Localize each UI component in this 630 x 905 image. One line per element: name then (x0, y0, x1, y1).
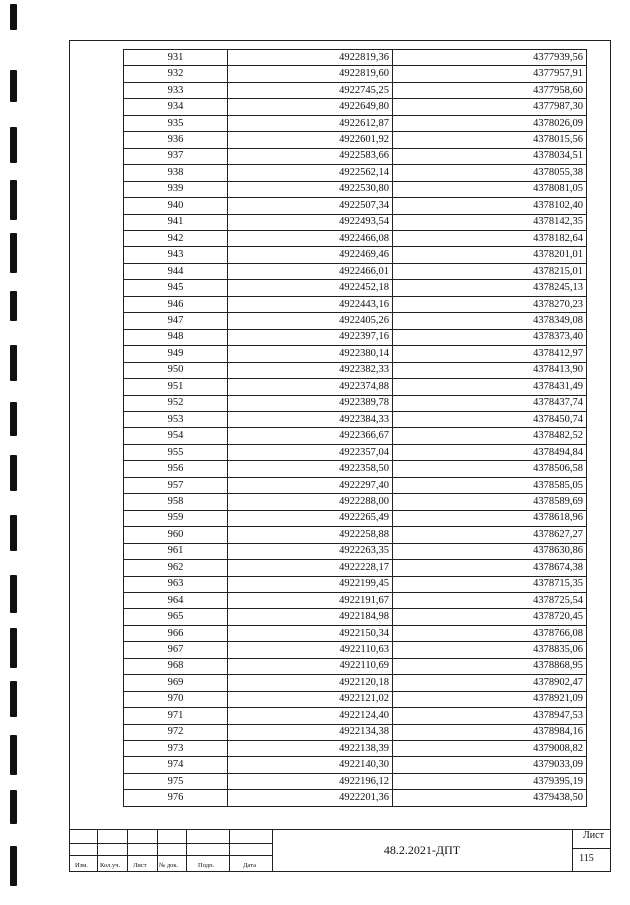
y-coordinate-cell: 4378947,53 (393, 708, 587, 724)
point-number-cell: 933 (124, 82, 228, 98)
x-coordinate-cell: 4922649,80 (228, 99, 393, 115)
point-number-cell: 958 (124, 494, 228, 510)
stamp-label-doc-no: № док. (159, 862, 179, 869)
x-coordinate-cell: 4922507,34 (228, 198, 393, 214)
x-coordinate-cell: 4922612,87 (228, 115, 393, 131)
y-coordinate-cell: 4378589,69 (393, 494, 587, 510)
point-number-cell: 965 (124, 609, 228, 625)
x-coordinate-cell: 4922601,92 (228, 132, 393, 148)
point-number-cell: 932 (124, 66, 228, 82)
binding-mark (10, 291, 17, 321)
table-row (124, 263, 587, 279)
table-row (124, 214, 587, 230)
y-coordinate-cell: 4378984,16 (393, 724, 587, 740)
table-row (124, 773, 587, 789)
y-coordinate-cell: 4378055,38 (393, 165, 587, 181)
table-row (124, 82, 587, 98)
stamp-col-line-1 (97, 829, 98, 872)
point-number-cell: 964 (124, 592, 228, 608)
table-row (124, 379, 587, 395)
y-coordinate-cell: 4378720,45 (393, 609, 587, 625)
x-coordinate-cell: 4922196,12 (228, 773, 393, 789)
table-row (124, 741, 587, 757)
point-number-cell: 940 (124, 198, 228, 214)
y-coordinate-cell: 4378270,23 (393, 296, 587, 312)
table-row (124, 362, 587, 378)
x-coordinate-cell: 4922265,49 (228, 510, 393, 526)
point-number-cell: 962 (124, 560, 228, 576)
y-coordinate-cell: 4379395,19 (393, 773, 587, 789)
point-number-cell: 950 (124, 362, 228, 378)
table-row (124, 757, 587, 773)
y-coordinate-cell: 4378585,05 (393, 477, 587, 493)
point-number-cell: 976 (124, 790, 228, 806)
point-number-cell: 954 (124, 428, 228, 444)
x-coordinate-cell: 4922121,02 (228, 691, 393, 707)
binding-mark (10, 233, 17, 273)
table-row (124, 477, 587, 493)
y-coordinate-cell: 4379438,50 (393, 790, 587, 806)
x-coordinate-cell: 4922228,17 (228, 560, 393, 576)
table-row (124, 346, 587, 362)
point-number-cell: 956 (124, 461, 228, 477)
table-row (124, 543, 587, 559)
point-number-cell: 942 (124, 230, 228, 246)
y-coordinate-cell: 4378026,09 (393, 115, 587, 131)
point-number-cell: 953 (124, 411, 228, 427)
point-number-cell: 946 (124, 296, 228, 312)
point-number-cell: 967 (124, 642, 228, 658)
table-row (124, 642, 587, 658)
x-coordinate-cell: 4922110,63 (228, 642, 393, 658)
table-row (124, 724, 587, 740)
y-coordinate-cell: 4378494,84 (393, 444, 587, 460)
binding-mark (10, 846, 17, 886)
x-coordinate-cell: 4922583,66 (228, 148, 393, 164)
table-row (124, 708, 587, 724)
y-coordinate-cell: 4378627,27 (393, 527, 587, 543)
x-coordinate-cell: 4922397,16 (228, 329, 393, 345)
x-coordinate-cell: 4922138,39 (228, 741, 393, 757)
table-row (124, 658, 587, 674)
table-row (124, 428, 587, 444)
x-coordinate-cell: 4922199,45 (228, 576, 393, 592)
x-coordinate-cell: 4922184,98 (228, 609, 393, 625)
point-number-cell: 938 (124, 165, 228, 181)
table-row (124, 592, 587, 608)
y-coordinate-cell: 4378835,06 (393, 642, 587, 658)
x-coordinate-cell: 4922110,69 (228, 658, 393, 674)
x-coordinate-cell: 4922469,46 (228, 247, 393, 263)
x-coordinate-cell: 4922258,88 (228, 527, 393, 543)
x-coordinate-cell: 4922405,26 (228, 313, 393, 329)
table-row (124, 527, 587, 543)
y-coordinate-cell: 4378921,09 (393, 691, 587, 707)
x-coordinate-cell: 4922366,67 (228, 428, 393, 444)
point-number-cell: 957 (124, 477, 228, 493)
point-number-cell: 975 (124, 773, 228, 789)
y-coordinate-cell: 4378450,74 (393, 411, 587, 427)
x-coordinate-cell: 4922745,25 (228, 82, 393, 98)
table-row (124, 99, 587, 115)
table-row (124, 115, 587, 131)
binding-mark (10, 515, 17, 551)
coordinates-table-body (124, 50, 587, 807)
x-coordinate-cell: 4922380,14 (228, 346, 393, 362)
point-number-cell: 955 (124, 444, 228, 460)
table-row (124, 609, 587, 625)
binding-mark (10, 402, 17, 436)
y-coordinate-cell: 4378766,08 (393, 625, 587, 641)
binding-mark (10, 4, 17, 30)
stamp-label-data: Дата (243, 862, 256, 869)
point-number-cell: 944 (124, 263, 228, 279)
y-coordinate-cell: 4377939,56 (393, 50, 587, 66)
table-row (124, 329, 587, 345)
stamp-row-line-2 (69, 855, 272, 856)
table-row (124, 494, 587, 510)
point-number-cell: 960 (124, 527, 228, 543)
x-coordinate-cell: 4922466,08 (228, 230, 393, 246)
binding-mark (10, 70, 17, 102)
sheet-number: 115 (579, 853, 594, 864)
x-coordinate-cell: 4922374,88 (228, 379, 393, 395)
table-row (124, 247, 587, 263)
table-row (124, 576, 587, 592)
x-coordinate-cell: 4922562,14 (228, 165, 393, 181)
y-coordinate-cell: 4379008,82 (393, 741, 587, 757)
x-coordinate-cell: 4922263,35 (228, 543, 393, 559)
binding-marks (10, 0, 20, 905)
table-row (124, 296, 587, 312)
y-coordinate-cell: 4378201,01 (393, 247, 587, 263)
title-block (69, 829, 611, 872)
x-coordinate-cell: 4922124,40 (228, 708, 393, 724)
y-coordinate-cell: 4378431,49 (393, 379, 587, 395)
table-row (124, 198, 587, 214)
point-number-cell: 969 (124, 675, 228, 691)
y-coordinate-cell: 4378182,64 (393, 230, 587, 246)
point-number-cell: 947 (124, 313, 228, 329)
point-number-cell: 959 (124, 510, 228, 526)
table-row (124, 461, 587, 477)
point-number-cell: 945 (124, 280, 228, 296)
x-coordinate-cell: 4922819,36 (228, 50, 393, 66)
point-number-cell: 972 (124, 724, 228, 740)
point-number-cell: 931 (124, 50, 228, 66)
y-coordinate-cell: 4377957,91 (393, 66, 587, 82)
binding-mark (10, 345, 17, 381)
x-coordinate-cell: 4922819,60 (228, 66, 393, 82)
table-row (124, 132, 587, 148)
table-row (124, 280, 587, 296)
y-coordinate-cell: 4378349,08 (393, 313, 587, 329)
point-number-cell: 936 (124, 132, 228, 148)
x-coordinate-cell: 4922384,33 (228, 411, 393, 427)
table-row (124, 181, 587, 197)
sheet-divider-line (572, 848, 611, 849)
point-number-cell: 934 (124, 99, 228, 115)
x-coordinate-cell: 4922201,36 (228, 790, 393, 806)
table-row (124, 510, 587, 526)
y-coordinate-cell: 4378437,74 (393, 395, 587, 411)
point-number-cell: 966 (124, 625, 228, 641)
y-coordinate-cell: 4378630,86 (393, 543, 587, 559)
binding-mark (10, 628, 17, 668)
table-row (124, 50, 587, 66)
y-coordinate-cell: 4378102,40 (393, 198, 587, 214)
sheet-label: Лист (583, 830, 604, 841)
y-coordinate-cell: 4378618,96 (393, 510, 587, 526)
point-number-cell: 973 (124, 741, 228, 757)
table-row (124, 313, 587, 329)
y-coordinate-cell: 4378015,56 (393, 132, 587, 148)
point-number-cell: 937 (124, 148, 228, 164)
point-number-cell: 963 (124, 576, 228, 592)
y-coordinate-cell: 4378034,51 (393, 148, 587, 164)
y-coordinate-cell: 4378245,13 (393, 280, 587, 296)
table-row (124, 625, 587, 641)
binding-mark (10, 455, 17, 491)
stamp-col-line-4 (186, 829, 187, 872)
stamp-col-line-2 (127, 829, 128, 872)
x-coordinate-cell: 4922140,30 (228, 757, 393, 773)
stamp-row-line-1 (69, 843, 272, 844)
point-number-cell: 971 (124, 708, 228, 724)
table-row (124, 66, 587, 82)
table-row (124, 790, 587, 806)
point-number-cell: 943 (124, 247, 228, 263)
y-coordinate-cell: 4378413,90 (393, 362, 587, 378)
point-number-cell: 961 (124, 543, 228, 559)
y-coordinate-cell: 4378902,47 (393, 675, 587, 691)
table-row (124, 165, 587, 181)
point-number-cell: 974 (124, 757, 228, 773)
point-number-cell: 951 (124, 379, 228, 395)
y-coordinate-cell: 4378674,38 (393, 560, 587, 576)
stamp-label-podp: Подп. (198, 862, 215, 869)
stamp-label-izm: Изм. (75, 862, 88, 869)
x-coordinate-cell: 4922288,00 (228, 494, 393, 510)
table-row (124, 675, 587, 691)
x-coordinate-cell: 4922297,40 (228, 477, 393, 493)
y-coordinate-cell: 4378482,52 (393, 428, 587, 444)
stamp-top-line (69, 829, 611, 830)
stamp-col-line-7 (572, 829, 573, 872)
coordinates-table (123, 49, 587, 807)
x-coordinate-cell: 4922530,80 (228, 181, 393, 197)
y-coordinate-cell: 4379033,09 (393, 757, 587, 773)
table-row (124, 395, 587, 411)
point-number-cell: 970 (124, 691, 228, 707)
x-coordinate-cell: 4922466,01 (228, 263, 393, 279)
x-coordinate-cell: 4922120,18 (228, 675, 393, 691)
y-coordinate-cell: 4378725,54 (393, 592, 587, 608)
point-number-cell: 949 (124, 346, 228, 362)
y-coordinate-cell: 4378412,97 (393, 346, 587, 362)
binding-mark (10, 681, 17, 717)
point-number-cell: 948 (124, 329, 228, 345)
point-number-cell: 939 (124, 181, 228, 197)
table-row (124, 560, 587, 576)
point-number-cell: 941 (124, 214, 228, 230)
point-number-cell: 935 (124, 115, 228, 131)
x-coordinate-cell: 4922493,54 (228, 214, 393, 230)
stamp-col-line-5 (229, 829, 230, 872)
y-coordinate-cell: 4378081,05 (393, 181, 587, 197)
table-row (124, 148, 587, 164)
document-code: 48.2.2021-ДПТ (383, 843, 461, 857)
y-coordinate-cell: 4378506,58 (393, 461, 587, 477)
stamp-label-kol-uch: Кол.уч. (100, 862, 121, 869)
table-row (124, 230, 587, 246)
y-coordinate-cell: 4377987,30 (393, 99, 587, 115)
table-row (124, 444, 587, 460)
x-coordinate-cell: 4922389,78 (228, 395, 393, 411)
binding-mark (10, 790, 17, 824)
x-coordinate-cell: 4922382,33 (228, 362, 393, 378)
x-coordinate-cell: 4922150,34 (228, 625, 393, 641)
y-coordinate-cell: 4378373,40 (393, 329, 587, 345)
x-coordinate-cell: 4922452,18 (228, 280, 393, 296)
x-coordinate-cell: 4922358,50 (228, 461, 393, 477)
y-coordinate-cell: 4378868,95 (393, 658, 587, 674)
point-number-cell: 952 (124, 395, 228, 411)
y-coordinate-cell: 4377958,60 (393, 82, 587, 98)
table-row (124, 411, 587, 427)
stamp-label-list: Лист (133, 862, 147, 869)
binding-mark (10, 575, 17, 613)
binding-mark (10, 735, 17, 775)
binding-mark (10, 127, 17, 163)
stamp-col-line-3 (157, 829, 158, 872)
y-coordinate-cell: 4378715,35 (393, 576, 587, 592)
table-row (124, 691, 587, 707)
point-number-cell: 968 (124, 658, 228, 674)
y-coordinate-cell: 4378142,35 (393, 214, 587, 230)
x-coordinate-cell: 4922191,67 (228, 592, 393, 608)
x-coordinate-cell: 4922357,04 (228, 444, 393, 460)
x-coordinate-cell: 4922134,38 (228, 724, 393, 740)
x-coordinate-cell: 4922443,16 (228, 296, 393, 312)
y-coordinate-cell: 4378215,01 (393, 263, 587, 279)
binding-mark (10, 180, 17, 220)
